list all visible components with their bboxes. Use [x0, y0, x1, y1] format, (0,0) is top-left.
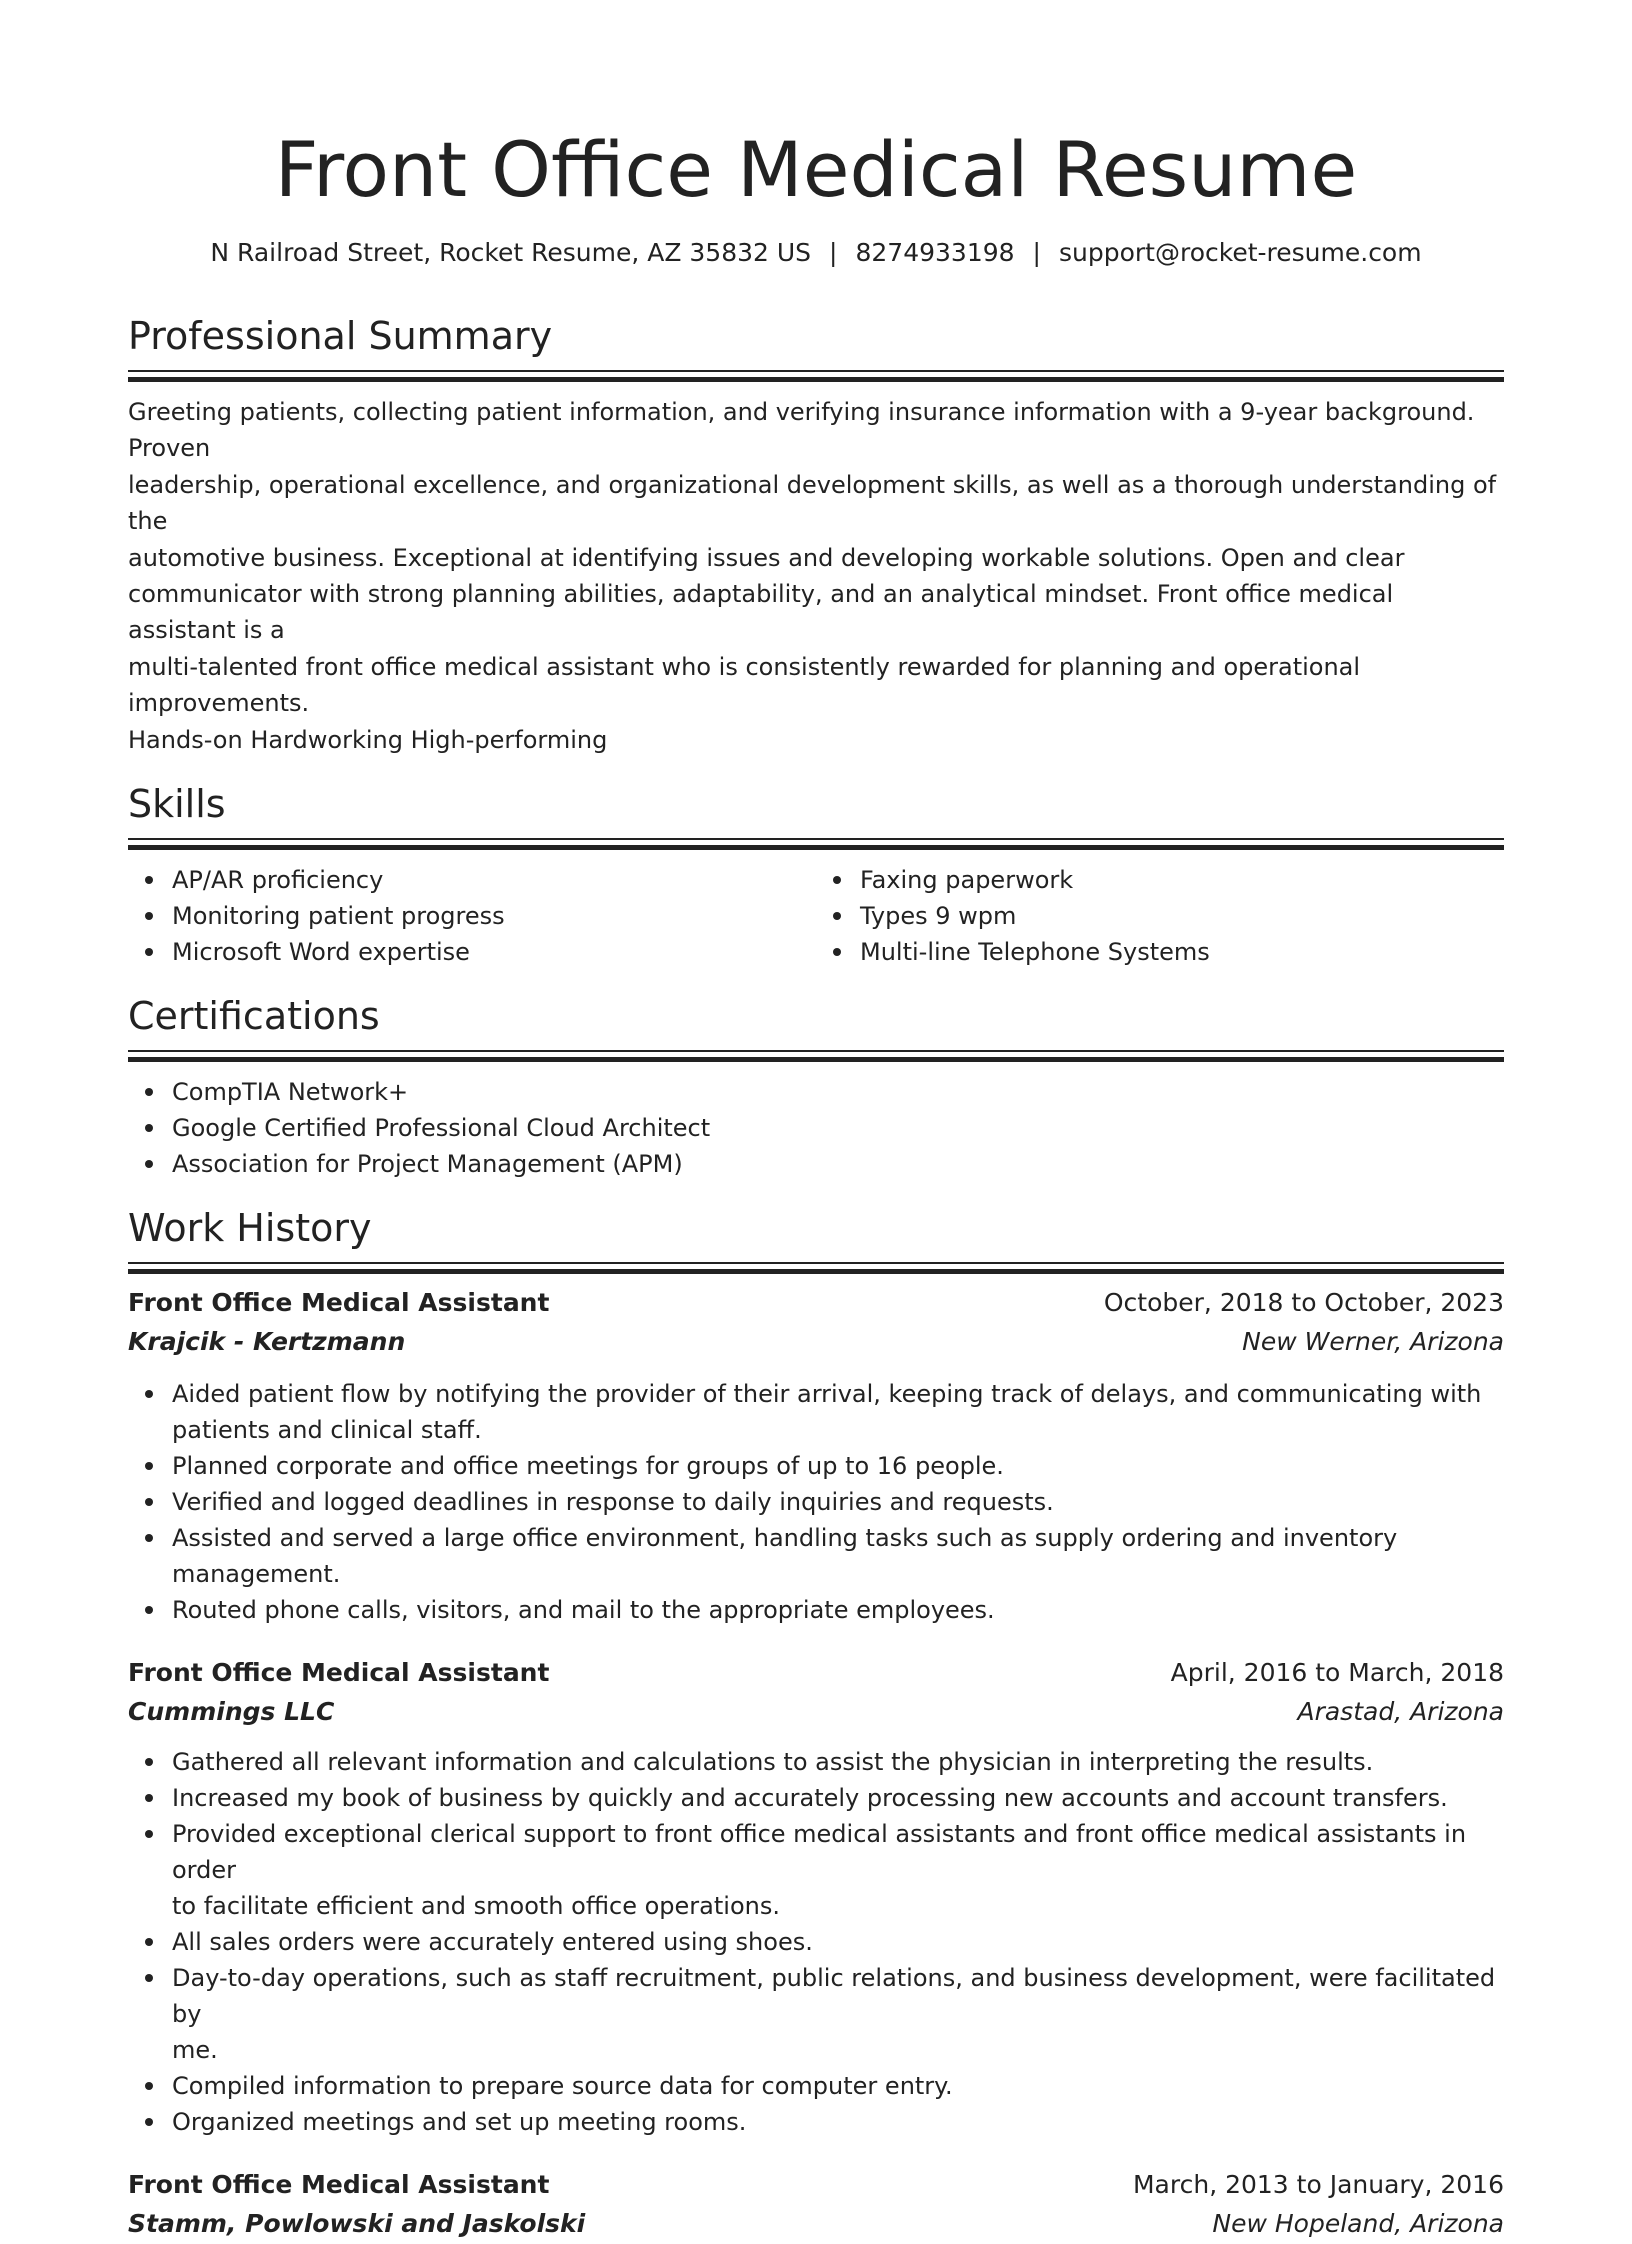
job-duty	[172, 2104, 1504, 2140]
job-header	[128, 1654, 1504, 1692]
skills-column-left	[128, 862, 816, 970]
job-duty-line: Increased my book of business by quickly and accurately processing new accounts and account transfers.	[172, 1784, 1448, 1813]
job-duty	[172, 1592, 1504, 1628]
skill-item: Types 9 wpm	[860, 898, 1504, 934]
section-heading-summary: Professional Summary	[128, 314, 553, 358]
job-title: Front Office Medical Assistant	[128, 1288, 550, 1318]
section-heading-skills: Skills	[128, 782, 226, 827]
job-duty-line: Provided exceptional clerical support to front office medical assistants and front office medical assistants in order	[172, 1820, 1467, 1885]
job-location: New Werner, Arizona	[1242, 1327, 1504, 1357]
job-duty-line: Compiled information to prepare source data for computer entry.	[172, 2072, 953, 2101]
job-duty	[172, 1744, 1504, 1780]
summary-line: communicator with strong planning abilities, adaptability, and an analytical mindset. Front office medical assistant is a	[128, 580, 1394, 645]
job-header	[128, 2166, 1504, 2204]
summary-line: automotive business. Exceptional at identifying issues and developing workable solutions. Open and clear	[128, 543, 1405, 572]
work-history-section	[128, 1204, 1504, 2244]
job-entry	[128, 2166, 1504, 2244]
job-duty-line: All sales orders were accurately entered using shoes.	[172, 1928, 813, 1957]
certifications-section	[128, 992, 1504, 1182]
skill-item: Faxing paperwork	[860, 862, 1504, 898]
job-duty-line: Verified and logged deadlines in response to daily inquiries and requests.	[172, 1488, 1054, 1517]
job-duty	[172, 1816, 1504, 1924]
section-heading-work-history: Work History	[128, 1206, 372, 1251]
section-divider	[128, 838, 1504, 840]
job-dates: March, 2013 to January, 2016	[1132, 2170, 1504, 2200]
job-duty-line: me.	[172, 2036, 218, 2065]
section-divider	[128, 1262, 1504, 1264]
skills-section	[128, 780, 1504, 970]
certification-item: CompTIA Network+	[172, 1074, 1504, 1110]
contact-separator: |	[829, 238, 838, 267]
job-subheader	[128, 1322, 1504, 1362]
certifications-list	[128, 1074, 1504, 1182]
job-location: Arastad, Arizona	[1297, 1697, 1504, 1727]
contact-phone: 8274933198	[855, 238, 1015, 267]
job-duty	[172, 1448, 1504, 1484]
job-duty-line: Aided patient flow by notifying the provider of their arrival, keeping track of delays, and communicating with	[172, 1380, 1482, 1409]
resume-page	[128, 0, 1504, 2244]
job-duty	[172, 1520, 1504, 1592]
job-duty-line: Routed phone calls, visitors, and mail to the appropriate employees.	[172, 1596, 995, 1625]
job-employer: Cummings LLC	[128, 1697, 335, 1727]
job-title: Front Office Medical Assistant	[128, 1658, 550, 1688]
job-duty-line: Assisted and served a large office environment, handling tasks such as supply ordering and inventory	[172, 1524, 1398, 1553]
certification-item: Google Certified Professional Cloud Architect	[172, 1110, 1504, 1146]
skills-grid	[128, 862, 1504, 970]
section-divider	[128, 370, 1504, 372]
job-duty	[172, 1960, 1504, 2068]
job-duties-list	[128, 1376, 1504, 1628]
summary-paragraph	[128, 394, 1504, 758]
contact-address: N Railroad Street, Rocket Resume, AZ 35832 US	[210, 238, 812, 267]
job-subheader	[128, 2204, 1504, 2244]
job-duty-line: to facilitate efficient and smooth office operations.	[172, 1892, 780, 1921]
job-duty-line: Organized meetings and set up meeting rooms.	[172, 2108, 747, 2137]
skill-item: Microsoft Word expertise	[172, 934, 816, 970]
summary-line: Hands-on Hardworking High-performing	[128, 725, 608, 754]
job-location: New Hopeland, Arizona	[1212, 2209, 1504, 2239]
job-title: Front Office Medical Assistant	[128, 2170, 550, 2200]
section-heading-certifications: Certifications	[128, 994, 380, 1039]
job-duty-line: Planned corporate and office meetings for groups of up to 16 people.	[172, 1452, 1004, 1481]
contact-line	[128, 236, 1504, 270]
summary-line: Greeting patients, collecting patient information, and verifying insurance information with a 9-year background. Proven	[128, 398, 1475, 463]
job-employer: Krajcik - Kertzmann	[128, 1327, 406, 1357]
job-duty	[172, 2068, 1504, 2104]
job-entry	[128, 1654, 1504, 2140]
job-subheader	[128, 1692, 1504, 1732]
job-duty	[172, 1780, 1504, 1816]
job-duty	[172, 1484, 1504, 1520]
summary-line: leadership, operational excellence, and organizational development skills, as well as a thorough understanding of the	[128, 470, 1497, 536]
job-header	[128, 1284, 1504, 1322]
job-employer: Stamm, Powlowski and Jaskolski	[128, 2209, 586, 2239]
section-divider	[128, 1050, 1504, 1052]
summary-section	[128, 312, 1504, 758]
skill-item: AP/AR proficiency	[172, 862, 816, 898]
skill-item: Monitoring patient progress	[172, 898, 816, 934]
skill-item: Multi-line Telephone Systems	[860, 934, 1504, 970]
job-duty	[172, 1376, 1504, 1448]
job-duty	[172, 1924, 1504, 1960]
resume-title: Front Office Medical Resume	[274, 125, 1358, 214]
certification-item: Association for Project Management (APM)	[172, 1146, 1504, 1182]
contact-separator: |	[1032, 238, 1041, 267]
job-dates: October, 2018 to October, 2023	[1103, 1288, 1504, 1318]
job-duty-line: Gathered all relevant information and calculations to assist the physician in interpreting the results.	[172, 1748, 1374, 1777]
contact-email: support@rocket-resume.com	[1058, 238, 1422, 267]
skills-column-right	[816, 862, 1504, 970]
job-duty-line: Day-to-day operations, such as staff recruitment, public relations, and business development, were facilitated by	[172, 1964, 1496, 2029]
summary-line: multi-talented front office medical assistant who is consistently rewarded for planning and operational improvements.	[128, 652, 1361, 718]
job-duties-list	[128, 1744, 1504, 2140]
job-dates: April, 2016 to March, 2018	[1170, 1658, 1504, 1688]
job-entry	[128, 1284, 1504, 1628]
job-duty-line: patients and clinical staff.	[172, 1416, 482, 1445]
job-duty-line: management.	[172, 1560, 341, 1589]
